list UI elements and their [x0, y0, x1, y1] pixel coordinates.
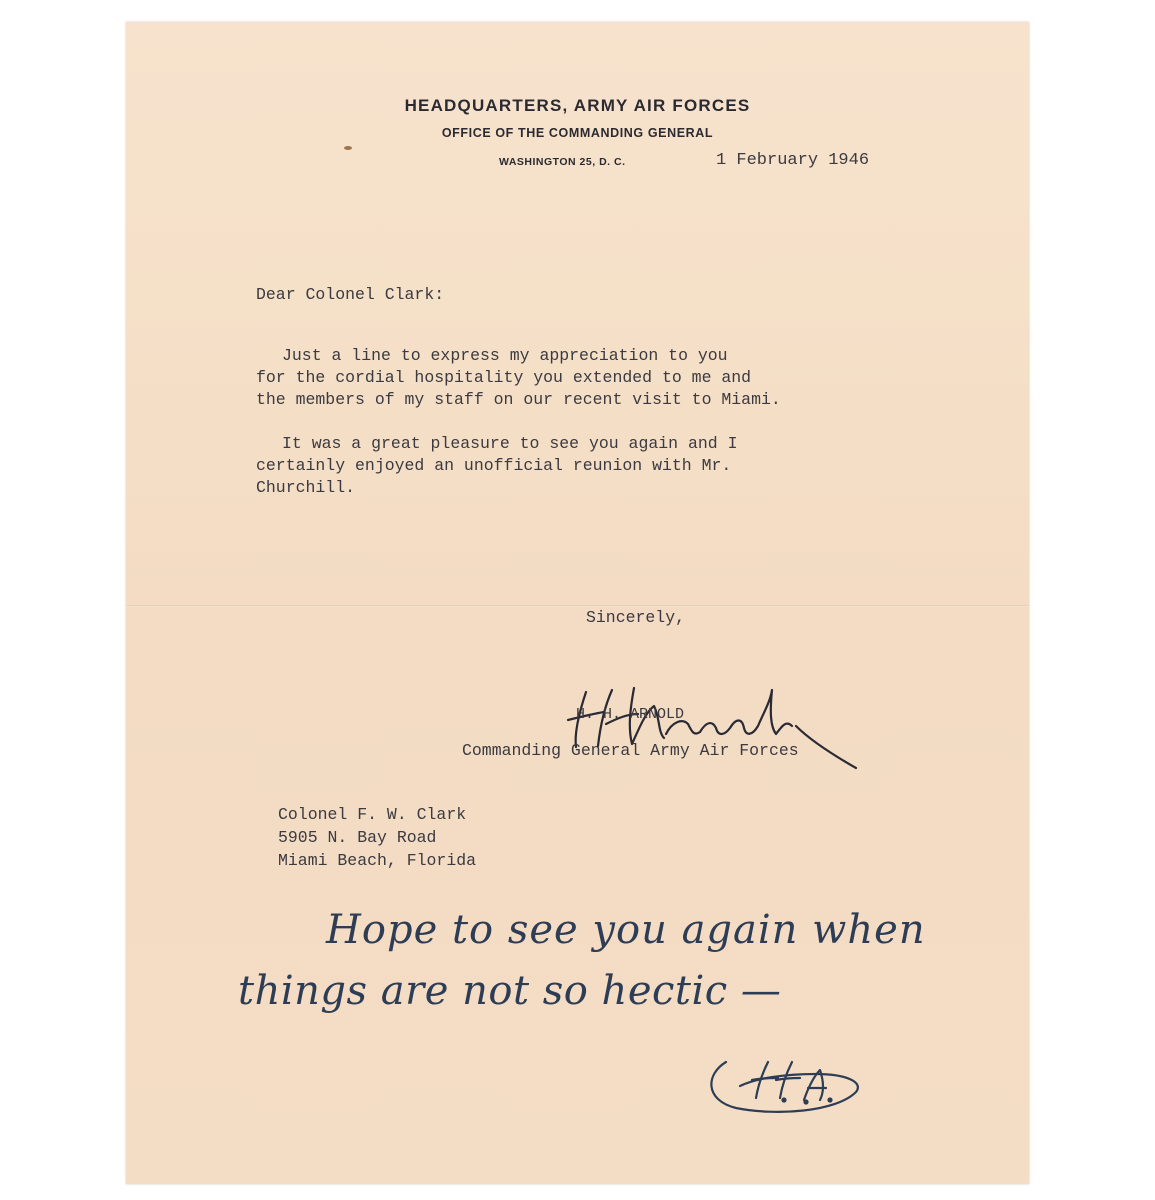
- letter-page: [126, 22, 1029, 1184]
- signatory-title: Commanding General Army Air Forces: [462, 741, 799, 760]
- paragraph-1-line-3: the members of my staff on our recent visit to Miami.: [256, 390, 781, 409]
- ink-smudge: [344, 146, 352, 150]
- paragraph-1-line-1: Just a line to express my appreciation to you: [282, 346, 728, 365]
- paragraph-1-line-2: for the cordial hospitality you extended to me and: [256, 368, 752, 387]
- paragraph-2-line-3: Churchill.: [256, 478, 356, 497]
- handwritten-note-line-1: Hope to see you again when: [326, 907, 926, 953]
- letter-date: 1 February 1946: [716, 151, 870, 170]
- letterhead-office: OFFICE OF THE COMMANDING GENERAL: [441, 126, 714, 140]
- recipient-name: Colonel F. W. Clark: [278, 805, 467, 824]
- signatory-name: H. H. ARNOLD: [576, 706, 685, 723]
- handwritten-note-line-2: things are not so hectic —: [238, 968, 782, 1014]
- paper-fold: [126, 605, 1029, 607]
- recipient-street: 5905 N. Bay Road: [278, 828, 437, 847]
- letterhead-title: HEADQUARTERS, ARMY AIR FORCES: [404, 96, 751, 115]
- closing: Sincerely,: [586, 608, 686, 627]
- handwritten-initials: [696, 1034, 876, 1124]
- paragraph-2-line-2: certainly enjoyed an unofficial reunion with Mr.: [256, 456, 732, 475]
- paragraph-2-line-1: It was a great pleasure to see you again and I: [282, 434, 738, 453]
- salutation: Dear Colonel Clark:: [256, 285, 445, 304]
- recipient-city: Miami Beach, Florida: [278, 851, 477, 870]
- letterhead-city: WASHINGTON 25, D. C.: [499, 156, 626, 168]
